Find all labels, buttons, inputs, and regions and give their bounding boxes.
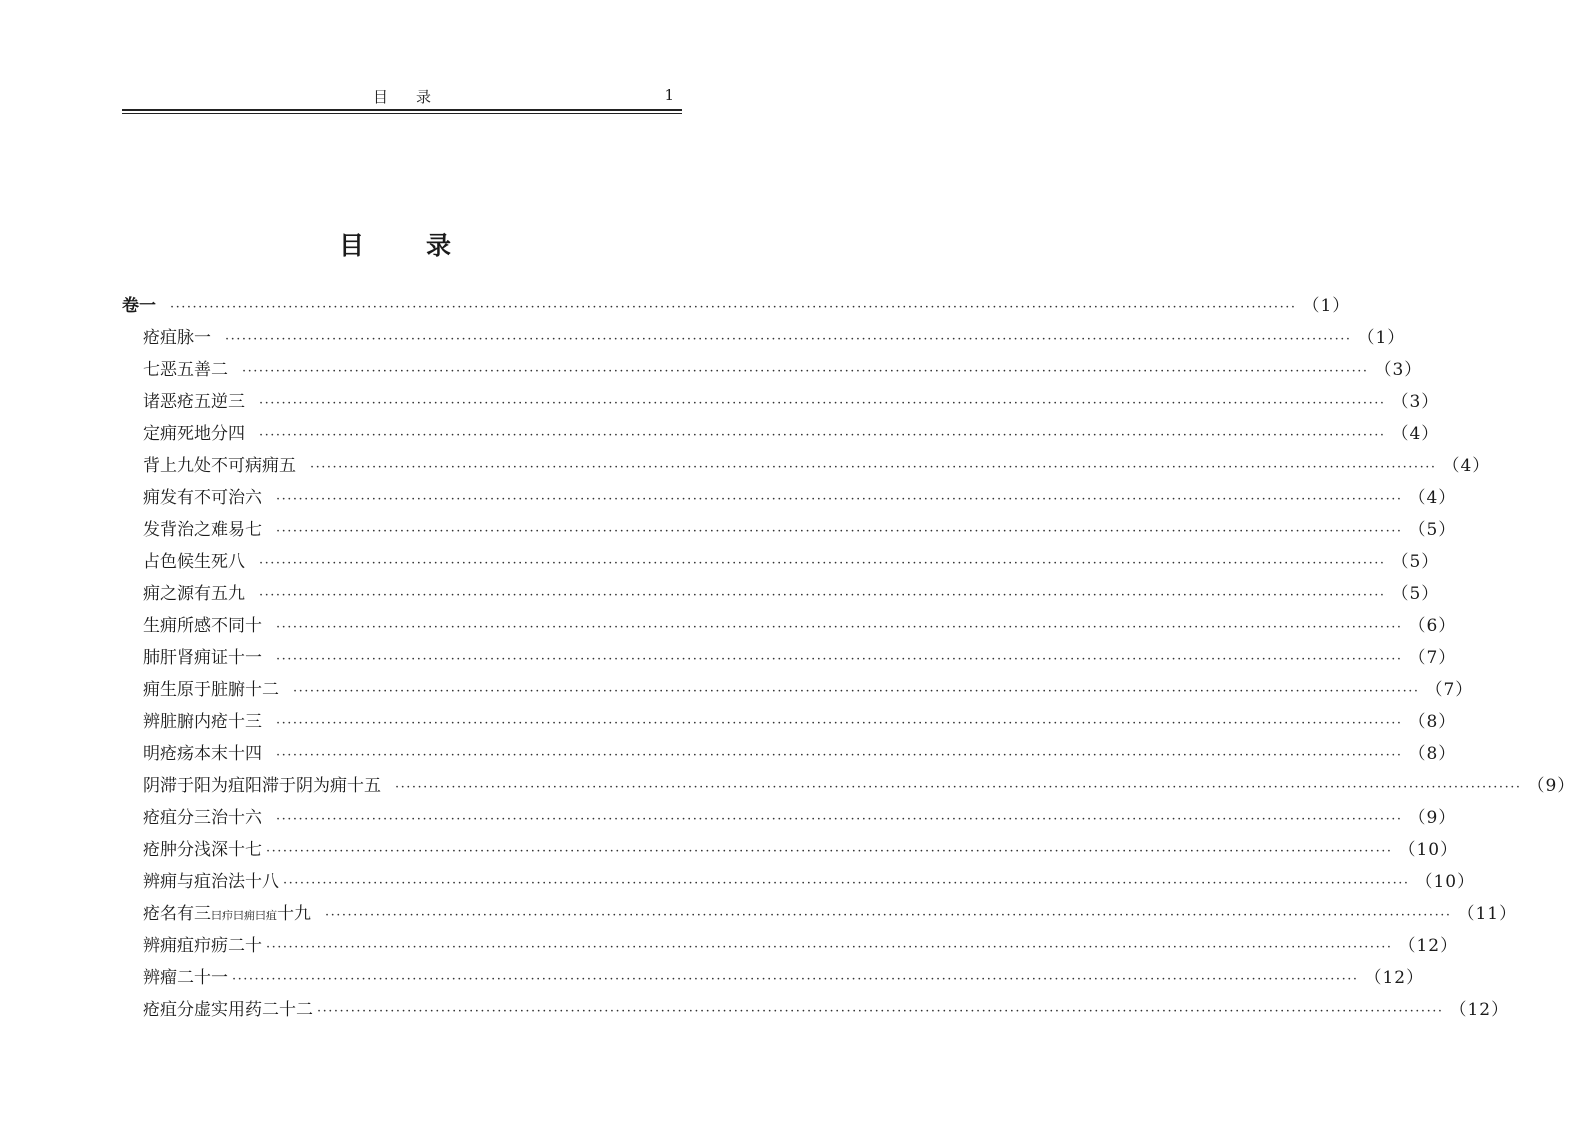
toc-entry[interactable] bbox=[122, 514, 1457, 546]
toc-entry-title-note: 曰疖曰痈曰疽 bbox=[211, 909, 277, 922]
toc-page-number: （9） bbox=[1408, 808, 1457, 828]
toc-page-number: （11） bbox=[1457, 904, 1518, 924]
toc-leader-dots: ········································································································································································································ bbox=[317, 1004, 1444, 1019]
toc-entry-title: 疮疽分虚实用药二十二 bbox=[143, 1000, 313, 1020]
toc-leader-dots: ········································································································································································································ bbox=[276, 524, 1403, 539]
toc-page-number: （4） bbox=[1391, 424, 1440, 444]
running-head bbox=[122, 84, 682, 108]
toc-page-number: （10） bbox=[1415, 872, 1476, 892]
toc-volume-row[interactable] bbox=[122, 290, 1351, 322]
toc-entry-title: 痈生原于脏腑十二 bbox=[143, 680, 279, 700]
toc-entry-title-main: 疮名有三 bbox=[143, 904, 211, 924]
toc-page-number: （12） bbox=[1364, 968, 1425, 988]
toc-page-number: （7） bbox=[1408, 648, 1457, 668]
page-title: 目录 bbox=[338, 231, 513, 260]
toc-entry-title: 诸恶疮五逆三 bbox=[143, 392, 245, 412]
toc-leader-dots: ········································································································································································································ bbox=[232, 972, 1359, 987]
toc-entry-title: 辨痈疽疖疬二十 bbox=[143, 936, 262, 956]
toc-entry-title: 生痈所感不同十 bbox=[143, 616, 262, 636]
toc-entry-title-suffix: 十九 bbox=[277, 904, 311, 924]
toc-leader-dots: ········································································································································································································ bbox=[266, 844, 1393, 859]
table-of-contents bbox=[122, 290, 1575, 1026]
toc-entry[interactable] bbox=[122, 546, 1440, 578]
toc-entry[interactable] bbox=[122, 674, 1474, 706]
toc-leader-dots: ········································································································································································································ bbox=[276, 748, 1403, 763]
toc-entry[interactable] bbox=[122, 706, 1457, 738]
toc-entry-title: 七恶五善二 bbox=[143, 360, 228, 380]
toc-page-number: （5） bbox=[1391, 584, 1440, 604]
toc-page-number: （5） bbox=[1408, 520, 1457, 540]
toc-leader-dots: ········································································································································································································ bbox=[276, 620, 1403, 635]
toc-page-number: （4） bbox=[1442, 456, 1491, 476]
toc-entry[interactable] bbox=[122, 354, 1423, 386]
toc-leader-dots: ········································································································································································································ bbox=[395, 780, 1522, 795]
toc-entry-title: 定痈死地分四 bbox=[143, 424, 245, 444]
toc-page-number: （12） bbox=[1449, 1000, 1510, 1020]
toc-leader-dots: ········································································································································································································ bbox=[276, 812, 1403, 827]
toc-page-number: （10） bbox=[1398, 840, 1459, 860]
toc-page-number: （1） bbox=[1302, 296, 1351, 316]
toc-leader-dots: ········································································································································································································ bbox=[293, 684, 1420, 699]
toc-entry-title: 肺肝肾痈证十一 bbox=[143, 648, 262, 668]
toc-page-number: （9） bbox=[1527, 776, 1575, 796]
toc-page-number: （3） bbox=[1391, 392, 1440, 412]
toc-entry[interactable] bbox=[122, 386, 1440, 418]
toc-entry[interactable] bbox=[122, 802, 1457, 834]
toc-entry-title bbox=[143, 898, 311, 932]
header-rule-thick bbox=[122, 109, 682, 111]
toc-entry[interactable] bbox=[122, 962, 1425, 994]
toc-entry-title: 辨脏腑内疮十三 bbox=[143, 712, 262, 732]
toc-leader-dots: ········································································································································································································ bbox=[325, 908, 1452, 923]
toc-entry[interactable] bbox=[122, 898, 1518, 930]
toc-leader-dots: ········································································································································································································ bbox=[225, 332, 1352, 347]
toc-leader-dots: ········································································································································································································ bbox=[276, 492, 1403, 507]
toc-page-number: （3） bbox=[1374, 360, 1423, 380]
toc-entry-title: 痈发有不可治六 bbox=[143, 488, 262, 508]
toc-entry-title: 明疮疡本末十四 bbox=[143, 744, 262, 764]
toc-entry-title: 阴滞于阳为疽阳滞于阴为痈十五 bbox=[143, 776, 381, 796]
toc-leader-dots: ········································································································································································································ bbox=[310, 460, 1437, 475]
toc-leader-dots: ········································································································································································································ bbox=[276, 652, 1403, 667]
toc-leader-dots: ········································································································································································································ bbox=[283, 876, 1410, 891]
toc-leader-dots: ········································································································································································································ bbox=[242, 364, 1369, 379]
toc-entry[interactable] bbox=[122, 930, 1459, 962]
toc-entry-title: 疮疽分三治十六 bbox=[143, 808, 262, 828]
toc-volume-title: 卷一 bbox=[122, 296, 156, 316]
toc-entry[interactable] bbox=[122, 866, 1476, 898]
toc-page-number: （1） bbox=[1357, 328, 1406, 348]
toc-entry[interactable] bbox=[122, 738, 1457, 770]
toc-leader-dots: ········································································································································································································ bbox=[259, 556, 1386, 571]
toc-page-number: （6） bbox=[1408, 616, 1457, 636]
toc-leader-dots: ········································································································································································································ bbox=[170, 300, 1297, 315]
toc-page-number: （8） bbox=[1408, 744, 1457, 764]
toc-entry-title: 疮肿分浅深十七 bbox=[143, 840, 262, 860]
toc-leader-dots: ········································································································································································································ bbox=[259, 428, 1386, 443]
toc-entry[interactable] bbox=[122, 834, 1459, 866]
toc-entry-title: 辨瘤二十一 bbox=[143, 968, 228, 988]
toc-page-number: （5） bbox=[1391, 552, 1440, 572]
toc-page-number: （4） bbox=[1408, 488, 1457, 508]
toc-entry[interactable] bbox=[122, 578, 1440, 610]
toc-entry-title: 疮疽脉一 bbox=[143, 328, 211, 348]
running-head-page-number: 1 bbox=[664, 86, 674, 104]
toc-entry[interactable] bbox=[122, 610, 1457, 642]
toc-leader-dots: ········································································································································································································ bbox=[259, 396, 1386, 411]
toc-entry[interactable] bbox=[122, 642, 1457, 674]
toc-leader-dots: ········································································································································································································ bbox=[259, 588, 1386, 603]
toc-entry-title: 占色候生死八 bbox=[143, 552, 245, 572]
toc-entry[interactable] bbox=[122, 994, 1510, 1026]
toc-entry[interactable] bbox=[122, 482, 1457, 514]
toc-page-number: （12） bbox=[1398, 936, 1459, 956]
toc-page-number: （8） bbox=[1408, 712, 1457, 732]
toc-entry[interactable] bbox=[122, 450, 1491, 482]
toc-entry-title: 辨痈与疽治法十八 bbox=[143, 872, 279, 892]
toc-page-number: （7） bbox=[1425, 680, 1474, 700]
toc-entry[interactable] bbox=[122, 418, 1440, 450]
toc-entry-title: 背上九处不可病痈五 bbox=[143, 456, 296, 476]
toc-entry[interactable] bbox=[122, 322, 1406, 354]
running-head-title: 目录 bbox=[372, 88, 459, 106]
toc-entry-title: 发背治之难易七 bbox=[143, 520, 262, 540]
header-rule-thin bbox=[122, 113, 682, 114]
toc-entry-title: 痈之源有五九 bbox=[143, 584, 245, 604]
toc-leader-dots: ········································································································································································································ bbox=[266, 940, 1393, 955]
toc-entry[interactable] bbox=[122, 770, 1575, 802]
toc-leader-dots: ········································································································································································································ bbox=[276, 716, 1403, 731]
